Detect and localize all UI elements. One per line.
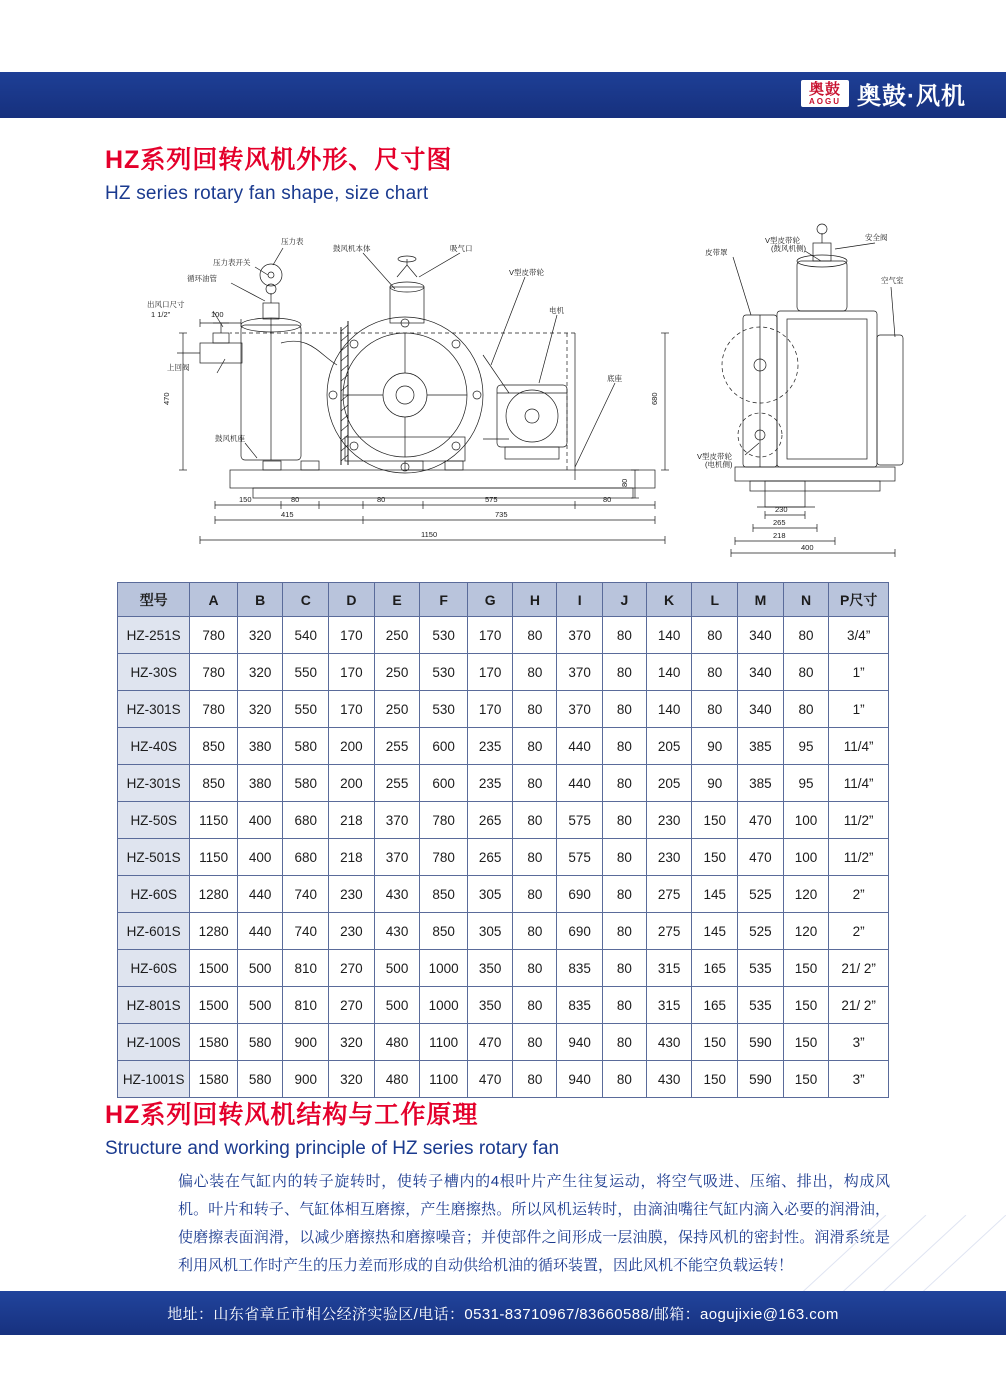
cell: 80 (602, 617, 646, 654)
dim-575: 575 (485, 495, 498, 504)
cell: 275 (646, 913, 692, 950)
table-row (118, 728, 889, 765)
label-pressure-gauge: 压力表 (281, 237, 304, 246)
cell: 340 (738, 617, 784, 654)
cell: 235 (467, 765, 513, 802)
cell: 230 (646, 839, 692, 876)
cell-model: HZ-30S (118, 654, 190, 691)
cell: 500 (374, 987, 420, 1024)
cell: 80 (692, 617, 738, 654)
cell: 1100 (420, 1061, 467, 1098)
cell: 80 (783, 691, 829, 728)
dim-680: 680 (650, 392, 659, 405)
cell: 385 (738, 728, 784, 765)
cell: 80 (602, 691, 646, 728)
cell: 320 (329, 1061, 375, 1098)
page-top-margin (0, 0, 1006, 72)
cell: 780 (190, 691, 237, 728)
cell: 370 (557, 617, 603, 654)
cell: 80 (513, 617, 557, 654)
cell: 80 (602, 802, 646, 839)
cell: 810 (283, 987, 329, 1024)
cell: 11/2” (829, 802, 889, 839)
label-v-pulley-blower-sub: (鼓风机侧) (771, 244, 806, 253)
cell: 780 (190, 654, 237, 691)
col-header: P尺寸 (829, 583, 889, 617)
cell: 1500 (190, 987, 237, 1024)
table-row (118, 765, 889, 802)
cell: 780 (190, 617, 237, 654)
cell: 1150 (190, 839, 237, 876)
cell: 580 (283, 728, 329, 765)
cell: 120 (783, 913, 829, 950)
cell: 480 (374, 1024, 420, 1061)
cell: 470 (738, 839, 784, 876)
logo-text: 奥鼓·风机 (857, 83, 966, 110)
table-header-row (118, 583, 889, 617)
cell: 80 (513, 802, 557, 839)
cell: 470 (738, 802, 784, 839)
cell: 95 (783, 765, 829, 802)
table-row (118, 839, 889, 876)
label-upper-valve: 上回阀 (167, 363, 190, 372)
cell: 430 (646, 1061, 692, 1098)
cell: 80 (602, 913, 646, 950)
cell: 1500 (190, 950, 237, 987)
cell: 1580 (190, 1024, 237, 1061)
cell: 600 (420, 765, 467, 802)
cell: 320 (237, 654, 283, 691)
dim-400: 400 (801, 543, 814, 552)
dim-265: 265 (773, 518, 786, 527)
section2-title-cn: HZ系列回转风机结构与工作原理 (105, 1101, 479, 1129)
dim-470: 470 (162, 392, 171, 405)
cell: 80 (513, 728, 557, 765)
cell: 850 (420, 913, 467, 950)
cell: 11/2” (829, 839, 889, 876)
brand-logo (801, 76, 966, 111)
label-safety-valve: 安全阀 (865, 233, 888, 242)
cell: 340 (738, 654, 784, 691)
cell: 320 (237, 691, 283, 728)
cell: 80 (692, 654, 738, 691)
cell: 500 (374, 950, 420, 987)
col-header: K (646, 583, 692, 617)
cell: 305 (467, 913, 513, 950)
label-base: 底座 (607, 374, 622, 383)
cell: 430 (646, 1024, 692, 1061)
cell: 170 (467, 691, 513, 728)
dim-80b: 80 (377, 495, 386, 504)
cell: 218 (329, 802, 375, 839)
label-pressure-switch: 压力表开关 (213, 258, 251, 267)
cell: 80 (602, 728, 646, 765)
col-header: J (602, 583, 646, 617)
cell: 95 (783, 728, 829, 765)
cell: 165 (692, 950, 738, 987)
col-header: I (557, 583, 603, 617)
cell: 200 (329, 728, 375, 765)
label-blower-body: 鼓风机本体 (333, 244, 371, 253)
cell: 165 (692, 987, 738, 1024)
cell-model: HZ-100S (118, 1024, 190, 1061)
cell: 535 (738, 950, 784, 987)
cell: 80 (513, 987, 557, 1024)
label-v-pulley: V型皮带轮 (509, 268, 545, 277)
cell: 2” (829, 876, 889, 913)
cell: 145 (692, 913, 738, 950)
cell: 2” (829, 913, 889, 950)
cell: 430 (374, 913, 420, 950)
cell: 370 (374, 839, 420, 876)
dim-218: 218 (773, 531, 786, 540)
principle-paragraph: 偏心装在气缸内的转子旋转时，使转子槽内的4根叶片产生往复运动，将空气吸进、压缩、排出，构成风机。叶片和转子、气缸体相互磨擦，产生磨擦热。所以风机运转时，由滴油嘴往气缸内滴入必要的润滑油，使磨擦表面润滑，以减少磨擦热和磨擦噪音；并使部件之间形成一层油膜，保持风机的密封性。润滑系统是利用风机工作时产生的压力差而形成的自动供给机油的循环装置，因此风机不能空负载运转！ (178, 1173, 890, 1274)
cell: 900 (283, 1024, 329, 1061)
cell: 80 (513, 1061, 557, 1098)
cell: 230 (329, 913, 375, 950)
cell: 340 (738, 691, 784, 728)
cell: 140 (646, 691, 692, 728)
cell: 370 (557, 654, 603, 691)
cell: 320 (329, 1024, 375, 1061)
cell: 1” (829, 654, 889, 691)
col-header: A (190, 583, 237, 617)
cell: 11/4” (829, 765, 889, 802)
cell: 90 (692, 728, 738, 765)
table-row (118, 802, 889, 839)
cell: 265 (467, 839, 513, 876)
cell: 440 (557, 728, 603, 765)
cell: 80 (602, 987, 646, 1024)
spec-table (117, 582, 889, 1098)
cell: 1150 (190, 802, 237, 839)
cell: 100 (783, 839, 829, 876)
cell-model: HZ-601S (118, 913, 190, 950)
cell: 680 (283, 802, 329, 839)
cell: 150 (783, 987, 829, 1024)
cell: 170 (329, 654, 375, 691)
cell-model: HZ-301S (118, 691, 190, 728)
cell: 575 (557, 802, 603, 839)
cell: 1000 (420, 950, 467, 987)
table-row (118, 654, 889, 691)
label-v-pulley-blower: V型皮带轮 (765, 236, 801, 245)
cell: 230 (329, 876, 375, 913)
cell: 530 (420, 691, 467, 728)
cell: 580 (237, 1024, 283, 1061)
cell: 170 (467, 654, 513, 691)
section-title-en: HZ series rotary fan shape, size chart (105, 183, 429, 204)
cell: 530 (420, 654, 467, 691)
dim-80c: 80 (603, 495, 612, 504)
cell: 3” (829, 1061, 889, 1098)
label-oil-pipe: 循环油管 (187, 274, 217, 283)
label-air-chamber: 空气室 (881, 276, 904, 285)
cell: 540 (283, 617, 329, 654)
cell: 380 (237, 765, 283, 802)
label-v-pulley-motor-sub: (电机侧) (705, 460, 733, 469)
cell-model: HZ-251S (118, 617, 190, 654)
cell: 690 (557, 876, 603, 913)
cell: 270 (329, 987, 375, 1024)
col-header: D (329, 583, 375, 617)
dim-80a: 80 (291, 495, 300, 504)
cell: 150 (692, 1024, 738, 1061)
col-header: M (738, 583, 784, 617)
dim-735: 735 (495, 510, 508, 519)
table-row (118, 950, 889, 987)
label-belt-guard: 皮带罩 (705, 248, 728, 257)
col-header: F (420, 583, 467, 617)
cell: 80 (602, 654, 646, 691)
cell: 550 (283, 691, 329, 728)
cell: 80 (602, 876, 646, 913)
cell: 440 (557, 765, 603, 802)
cell: 80 (513, 691, 557, 728)
section-title-cn: HZ系列回转风机外形、尺寸图 (105, 146, 453, 174)
table-row (118, 1024, 889, 1061)
cell: 150 (783, 1061, 829, 1098)
label-air-inlet: 吸气口 (450, 244, 473, 253)
cell: 250 (374, 654, 420, 691)
cell: 80 (602, 839, 646, 876)
cell: 250 (374, 617, 420, 654)
cell: 275 (646, 876, 692, 913)
cell: 205 (646, 765, 692, 802)
label-motor: 电机 (549, 306, 564, 315)
cell: 590 (738, 1024, 784, 1061)
cell: 780 (420, 802, 467, 839)
cell: 11/4” (829, 728, 889, 765)
dim-100: 100 (211, 310, 224, 319)
cell: 385 (738, 765, 784, 802)
table-row (118, 987, 889, 1024)
cell: 100 (783, 802, 829, 839)
cell: 80 (513, 765, 557, 802)
cell: 170 (329, 691, 375, 728)
cell: 80 (783, 617, 829, 654)
cell: 80 (513, 839, 557, 876)
page-bottom-margin (0, 1335, 1006, 1375)
cell: 575 (557, 839, 603, 876)
cell-model: HZ-801S (118, 987, 190, 1024)
cell: 350 (467, 950, 513, 987)
cell: 170 (329, 617, 375, 654)
table-row (118, 876, 889, 913)
cell: 21/ 2” (829, 987, 889, 1024)
cell: 500 (237, 950, 283, 987)
cell: 255 (374, 765, 420, 802)
cell: 140 (646, 617, 692, 654)
col-header: N (783, 583, 829, 617)
cell-model: HZ-1001S (118, 1061, 190, 1098)
cell-model: HZ-50S (118, 802, 190, 839)
cell: 80 (513, 1024, 557, 1061)
table-row (118, 691, 889, 728)
cell: 270 (329, 950, 375, 987)
cell: 265 (467, 802, 513, 839)
cell: 150 (692, 839, 738, 876)
cell: 680 (283, 839, 329, 876)
col-header: L (692, 583, 738, 617)
cell-model: HZ-301S (118, 765, 190, 802)
cell: 235 (467, 728, 513, 765)
technical-drawing (105, 215, 905, 570)
logo-badge-cn: 奥鼓 (808, 80, 841, 98)
cell: 145 (692, 876, 738, 913)
footer-contact-text: 地址：山东省章丘市相公经济实验区/电话：0531-83710967/83660588/邮箱：aogujixie@163.com (167, 1305, 839, 1323)
cell: 80 (602, 765, 646, 802)
cell: 525 (738, 876, 784, 913)
col-header: E (374, 583, 420, 617)
cell: 850 (420, 876, 467, 913)
cell: 850 (190, 765, 237, 802)
cell: 470 (467, 1061, 513, 1098)
cell: 550 (283, 654, 329, 691)
cell-model: HZ-60S (118, 876, 190, 913)
cell: 21/ 2” (829, 950, 889, 987)
cell: 1280 (190, 913, 237, 950)
cell: 320 (237, 617, 283, 654)
dim-1150: 1150 (421, 530, 438, 539)
dim-415: 415 (281, 510, 294, 519)
cell: 850 (190, 728, 237, 765)
footer-bar (0, 1291, 1006, 1335)
col-header: H (513, 583, 557, 617)
cell: 780 (420, 839, 467, 876)
cell: 470 (467, 1024, 513, 1061)
cell: 170 (467, 617, 513, 654)
cell: 740 (283, 913, 329, 950)
cell: 440 (237, 876, 283, 913)
cell: 580 (237, 1061, 283, 1098)
cell: 230 (646, 802, 692, 839)
cell-model: HZ-60S (118, 950, 190, 987)
cell: 530 (420, 617, 467, 654)
cell: 150 (783, 1024, 829, 1061)
dim-150: 150 (239, 495, 252, 504)
cell: 500 (237, 987, 283, 1024)
logo-badge (801, 80, 849, 107)
label-blower-base: 鼓风机座 (215, 434, 245, 443)
cell: 80 (513, 876, 557, 913)
cell: 90 (692, 765, 738, 802)
cell: 205 (646, 728, 692, 765)
cell: 690 (557, 913, 603, 950)
cell: 380 (237, 728, 283, 765)
cell: 370 (374, 802, 420, 839)
cell: 580 (283, 765, 329, 802)
cell: 80 (513, 913, 557, 950)
cell: 370 (557, 691, 603, 728)
label-outlet-size-value: 1 1/2” (151, 310, 171, 319)
cell: 255 (374, 728, 420, 765)
cell: 80 (602, 1024, 646, 1061)
spec-table-container (117, 582, 889, 1098)
label-v-pulley-motor: V型皮带轮 (697, 452, 733, 461)
cell: 1280 (190, 876, 237, 913)
section2-title-en: Structure and working principle of HZ series rotary fan (105, 1138, 560, 1159)
table-row (118, 617, 889, 654)
label-outlet-size: 出风口尺寸 (147, 300, 185, 309)
col-header: 型号 (118, 583, 190, 617)
cell-model: HZ-501S (118, 839, 190, 876)
cell: 80 (602, 1061, 646, 1098)
table-row (118, 913, 889, 950)
cell: 305 (467, 876, 513, 913)
cell: 400 (237, 802, 283, 839)
cell: 80 (783, 654, 829, 691)
cell: 315 (646, 950, 692, 987)
cell: 80 (692, 691, 738, 728)
cell: 80 (602, 950, 646, 987)
cell: 1000 (420, 987, 467, 1024)
cell: 940 (557, 1061, 603, 1098)
cell: 1580 (190, 1061, 237, 1098)
cell: 250 (374, 691, 420, 728)
cell: 430 (374, 876, 420, 913)
cell: 218 (329, 839, 375, 876)
cell: 200 (329, 765, 375, 802)
cell-model: HZ-40S (118, 728, 190, 765)
col-header: C (283, 583, 329, 617)
cell: 3/4” (829, 617, 889, 654)
cell: 315 (646, 987, 692, 1024)
cell: 400 (237, 839, 283, 876)
cell: 120 (783, 876, 829, 913)
cell: 835 (557, 950, 603, 987)
cell: 150 (692, 1061, 738, 1098)
cell: 535 (738, 987, 784, 1024)
cell: 525 (738, 913, 784, 950)
cell: 3” (829, 1024, 889, 1061)
cell: 900 (283, 1061, 329, 1098)
cell: 80 (513, 654, 557, 691)
dim-230: 230 (775, 505, 788, 514)
cell: 440 (237, 913, 283, 950)
cell: 600 (420, 728, 467, 765)
cell: 590 (738, 1061, 784, 1098)
cell: 350 (467, 987, 513, 1024)
cell: 1” (829, 691, 889, 728)
cell: 140 (646, 654, 692, 691)
cell: 150 (783, 950, 829, 987)
cell: 940 (557, 1024, 603, 1061)
col-header: B (237, 583, 283, 617)
cell: 835 (557, 987, 603, 1024)
cell: 1100 (420, 1024, 467, 1061)
cell: 480 (374, 1061, 420, 1098)
cell: 810 (283, 950, 329, 987)
cell: 80 (513, 950, 557, 987)
col-header: G (467, 583, 513, 617)
table-body (118, 617, 889, 1098)
cell: 150 (692, 802, 738, 839)
dim-80d: 80 (620, 478, 629, 487)
logo-badge-en: AOGU (808, 96, 841, 106)
table-row (118, 1061, 889, 1098)
cell: 740 (283, 876, 329, 913)
